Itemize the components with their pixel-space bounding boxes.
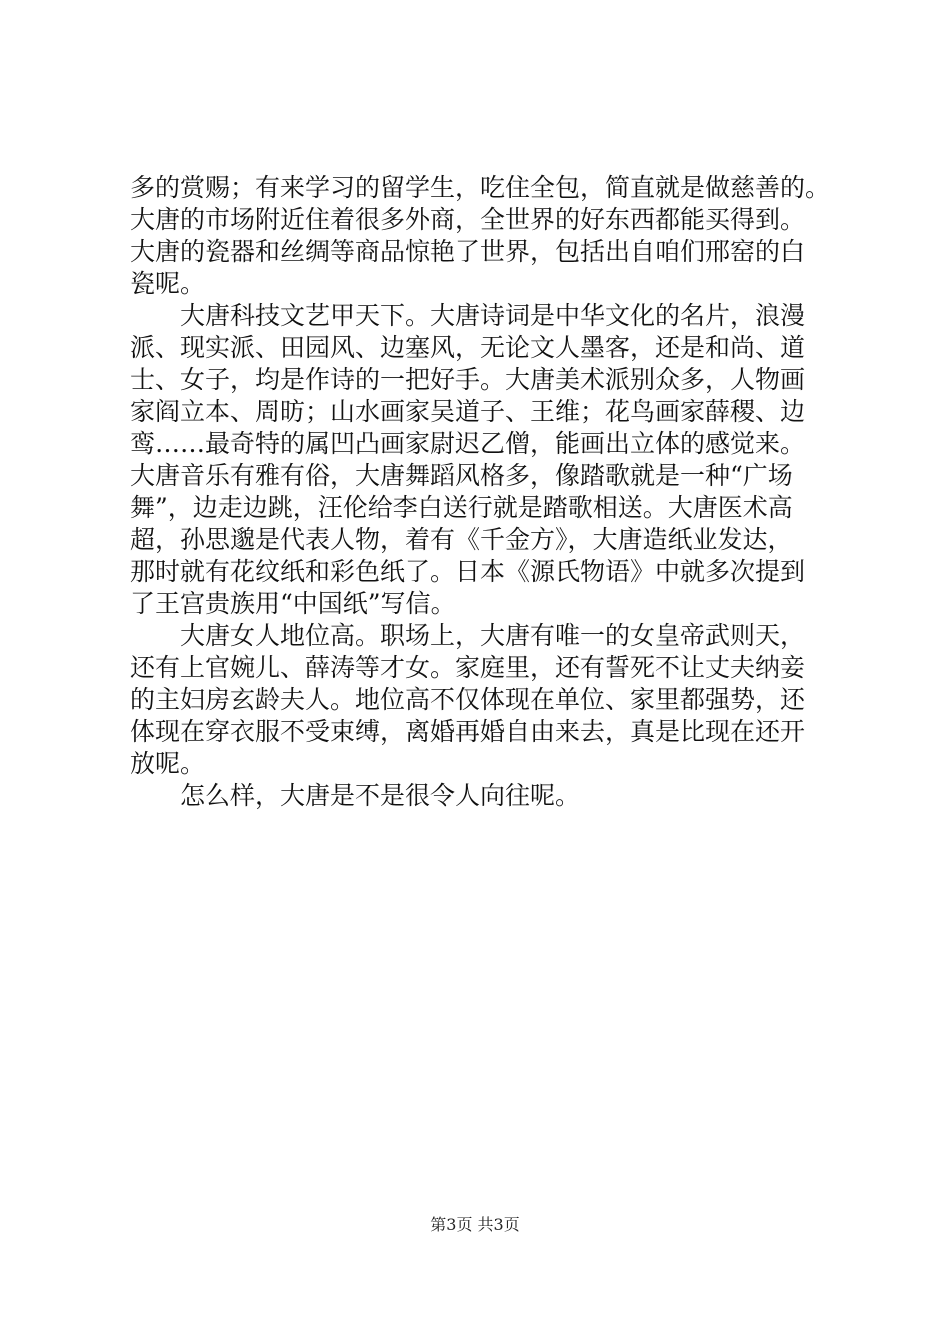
- text-line: 大唐科技文艺甲天下。大唐诗词是中华文化的名片，浪漫: [130, 301, 806, 330]
- text-line: 体现在穿衣服不受束缚，离婚再婚自由来去，真是比现在还开: [130, 717, 806, 746]
- text-line: 大唐女人地位高。职场上，大唐有唯一的女皇帝武则天，: [130, 621, 806, 650]
- page-footer: [0, 1214, 950, 1236]
- page-number-label: 第3页 共3页: [430, 1215, 520, 1234]
- text-line: 大唐音乐有雅有俗，大唐舞蹈风格多，像踏歌就是一种“广场: [130, 461, 793, 490]
- text-line: 那时就有花纹纸和彩色纸了。日本《源氏物语》中就多次提到: [130, 557, 806, 586]
- text-line: 的主妇房玄龄夫人。地位高不仅体现在单位、家里都强势，还: [130, 685, 806, 714]
- text-line: 怎么样，大唐是不是很令人向往呢。: [130, 781, 581, 810]
- text-line: 鸾……最奇特的属凹凸画家尉迟乙僧，能画出立体的感觉来。: [130, 429, 806, 458]
- text-line: 派、现实派、田园风、边塞风，无论文人墨客，还是和尚、道: [130, 333, 806, 362]
- text-line: 瓷呢。: [130, 269, 206, 298]
- text-line: 家阎立本、周昉；山水画家吴道子、王维；花鸟画家薛稷、边: [130, 397, 806, 426]
- text-line: 士、女子，均是作诗的一把好手。大唐美术派别众多，人物画: [130, 365, 806, 394]
- text-line: 放呢。: [130, 749, 206, 778]
- text-line: 超，孙思邈是代表人物，着有《千金方》，大唐造纸业发达，: [130, 525, 793, 554]
- text-line: 了王宫贵族用“中国纸”写信。: [130, 589, 456, 618]
- text-line: 大唐的瓷器和丝绸等商品惊艳了世界，包括出自咱们邢窑的白: [130, 237, 806, 266]
- text-line: 还有上官婉儿、薛涛等才女。家庭里，还有誓死不让丈夫纳妾: [130, 653, 806, 682]
- text-line: 大唐的市场附近住着很多外商，全世界的好东西都能买得到。: [130, 205, 806, 234]
- text-line: 多的赏赐；有来学习的留学生，吃住全包，简直就是做慈善的。: [130, 173, 831, 202]
- text-line: 舞”，边走边跳，汪伦给李白送行就是踏歌相送。大唐医术高: [130, 493, 793, 522]
- body-text: [130, 172, 835, 812]
